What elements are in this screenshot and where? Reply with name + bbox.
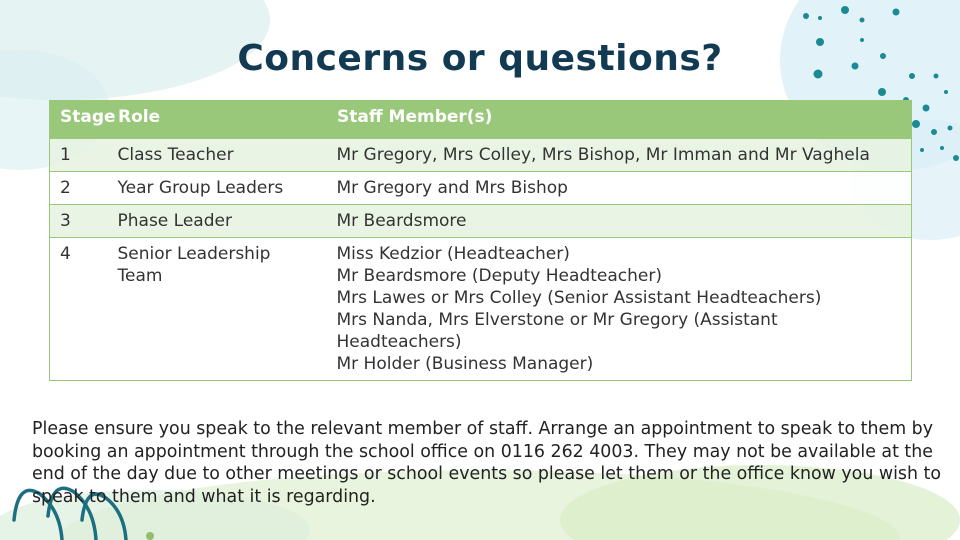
contact-instructions: Please ensure you speak to the relevant member of staff. Arrange an appointment to speak to them by booking an appointment through the school office on 0116 262 4003. They may not be available at the end of the day due to other meetings or school events so please let them or the office know you wish to speak to them and what it is regarding. [32,419,942,507]
role-cell: Phase Leader [108,205,327,238]
staff-line: Mr Holder (Business Manager) [336,354,594,374]
header-stage: Stage [50,101,108,139]
staff-cell [327,205,912,238]
header-role: Role [108,101,327,139]
stage-cell: 3 [50,205,108,238]
page-title: Concerns or questions? [237,38,723,79]
stage-cell: 1 [50,139,108,172]
staff-line: Mr Gregory, Mrs Colley, Mrs Bishop, Mr Imman and Mr Vaghela [336,145,870,165]
header-staff: Staff Member(s) [327,101,912,139]
staff-line: Mrs Nanda, Mrs Elverstone or Mr Gregory (Assistant Headteachers) [336,310,778,352]
staff-line: Mr Beardsmore (Deputy Headteacher) [336,266,662,286]
staff-cell [327,238,912,381]
table-header-row [50,101,912,139]
table-row [50,139,912,172]
table-row [50,205,912,238]
table-row [50,172,912,205]
table-row [50,238,912,381]
staff-line: Mr Beardsmore [336,211,467,231]
role-cell: Year Group Leaders [108,172,327,205]
staff-line: Miss Kedzior (Headteacher) [336,244,570,264]
stage-cell: 2 [50,172,108,205]
staff-line: Mrs Lawes or Mrs Colley (Senior Assistant Headteachers) [336,288,822,308]
role-cell: Senior Leadership Team [108,238,327,381]
staff-cell [327,139,912,172]
stage-cell: 4 [50,238,108,381]
staff-cell [327,172,912,205]
staff-line: Mr Gregory and Mrs Bishop [336,178,568,198]
staff-contact-table [49,100,912,381]
role-cell: Class Teacher [108,139,327,172]
